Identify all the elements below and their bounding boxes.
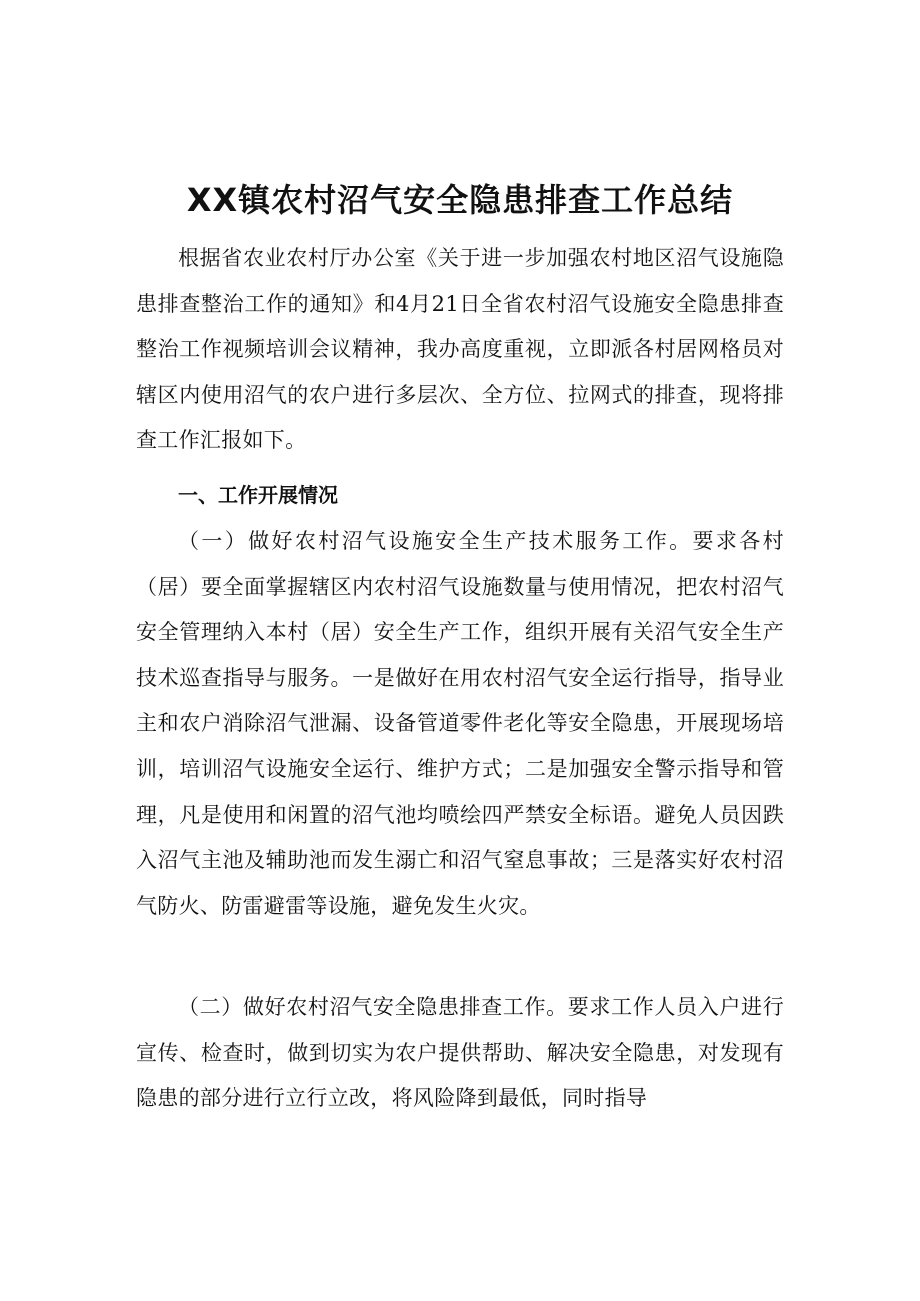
section-heading: 一、工作开展情况 [178,483,338,507]
section-paragraph-1: （一）做好农村沼气设施安全生产技术服务工作。要求各村（居）要全面掌握辖区内农村沼气设施数量与使用情况，把农村沼气安全管理纳入本村（居）安全生产工作，组织开展有关沼气安全生产技术巡查指导与服务。一是做好在用农村沼气安全运行指导，指导业主和农户消除沼气泄漏、设备管道零件老化等安全隐患，开展现场培训，培训沼气设施安全运行、维护方式；二是加强安全警示指导和管理，凡是使用和闲置的沼气池均喷绘四严禁安全标语。避免人员因跌入沼气主池及辅助池而发生溺亡和沼气窒息事故；三是落实好农村沼气防火、防雷避雷等设施，避免发生火灾。 [136,529,784,918]
section-paragraph-2: （二）做好农村沼气安全隐患排查工作。要求工作人员入户进行宣传、检查时，做到切实为农户提供帮助、解决安全隐患，对发现有隐患的部分进行立行立改，将风险降到最低，同时指导 [136,995,784,1111]
intro-paragraph: 根据省农业农村厅办公室《关于进一步加强农村地区沼气设施隐患排查整治工作的通知》和4月21日全省农村沼气设施安全隐患排查整治工作视频培训会议精神，我办高度重视，立即派各村居网格员对辖区内使用沼气的农户进行多层次、全方位、拉网式的排查，现将排查工作汇报如下。 [136,246,784,453]
document-title: XX镇农村沼气安全隐患排查工作总结 [186,181,734,219]
